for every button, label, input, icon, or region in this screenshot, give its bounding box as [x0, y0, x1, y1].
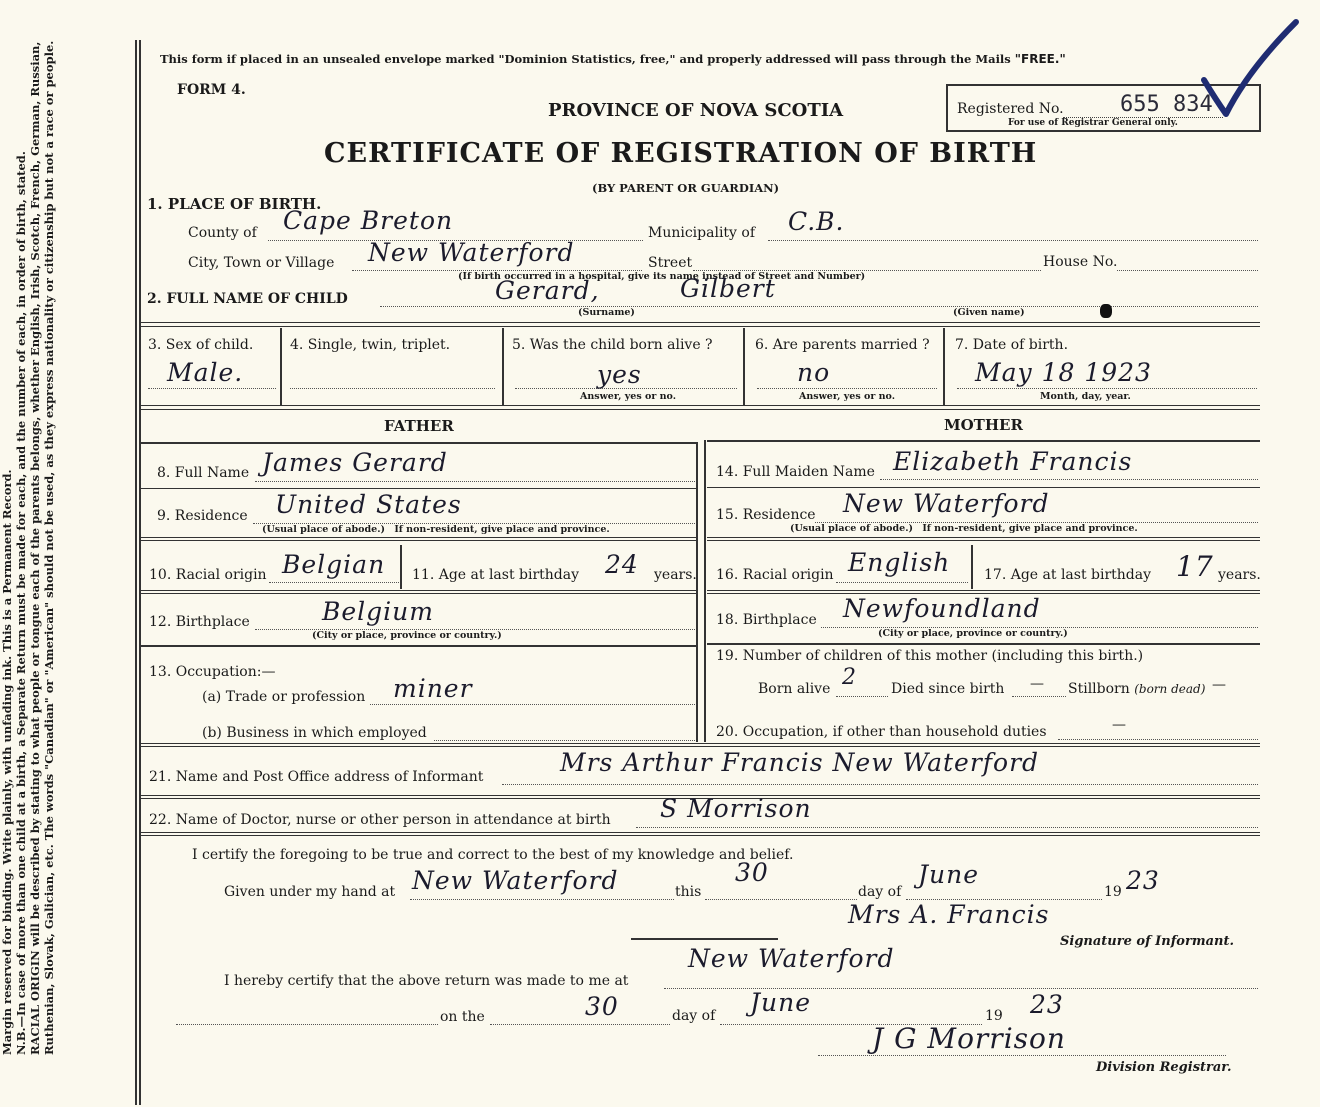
child-name-line [380, 306, 1258, 307]
stillborn-note: (born dead) [1134, 682, 1206, 696]
hospital-note: (If birth occurred in a hospital, give its name instead of Street and Number) [458, 271, 866, 282]
municipality-label: Municipality of [648, 225, 756, 241]
father-birthplace-label: 12. Birthplace [149, 614, 250, 630]
parents-married-value: no [797, 358, 831, 387]
father-birthplace-value: Belgium [322, 597, 434, 626]
divider-6-7 [943, 328, 945, 405]
single-twin-label: 4. Single, twin, triplet. [290, 337, 451, 353]
mother-abode-caption-text: (Usual place of abode.) [790, 523, 914, 534]
postal-notice-text: This form if placed in an unsealed envelope marked "Dominion Statistics, free," and properly addressed will pass through the Mails [160, 52, 1011, 66]
born-alive-count-label: Born alive [758, 681, 831, 697]
form-number: FORM 4. [177, 82, 246, 98]
reg-day-of-label: day of [672, 1008, 716, 1024]
mother-occupation-line [1058, 739, 1258, 740]
given-place-value: New Waterford [412, 866, 619, 895]
mother-age-label: 17. Age at last birthday [984, 567, 1152, 583]
rule-father-9 [141, 537, 697, 541]
father-abode-caption-text: (Usual place of abode.) [262, 524, 386, 535]
father-business-line [434, 740, 695, 741]
mother-abode-caption [790, 523, 1138, 534]
rule-section-22 [141, 832, 1260, 836]
father-residence-label: 9. Residence [157, 508, 248, 524]
house-line [1117, 270, 1258, 271]
divider-3-4 [280, 328, 282, 405]
mother-name-value: Elizabeth Francis [893, 447, 1133, 476]
signature-caption: Signature of Informant. [1060, 934, 1234, 949]
sex-label: 3. Sex of child. [148, 337, 254, 353]
child-surname-value: Gerard, [495, 276, 600, 305]
mother-abode-note-text: If non-resident, give place and province. [922, 523, 1138, 534]
born-alive-value: yes [597, 360, 642, 389]
divider-4-5 [502, 328, 504, 405]
died-since-birth-value: — [1030, 676, 1044, 692]
registrar-place-value: New Waterford [688, 944, 895, 973]
rule-mother-head [707, 440, 1260, 442]
parents-married-caption: Answer, yes or no. [799, 391, 896, 402]
province-heading: PROVINCE OF NOVA SCOTIA [548, 100, 844, 121]
stillborn-label [1068, 681, 1205, 697]
county-value: Cape Breton [283, 206, 454, 235]
mother-racial-line [836, 582, 968, 583]
given-place-line [410, 899, 674, 900]
father-name-value: James Gerard [262, 448, 448, 477]
rule-father-head [141, 442, 697, 444]
given-caption: (Given name) [953, 307, 1025, 318]
father-racial-value: Belgian [282, 550, 386, 579]
street-label: Street [648, 255, 693, 271]
this-label: this [675, 884, 702, 900]
died-since-birth-line [1012, 696, 1066, 697]
month-value: June [918, 860, 980, 889]
registered-number: 655 834 [1120, 92, 1213, 117]
check-mark-icon [1198, 18, 1308, 120]
mother-birthplace-caption: (City or place, province or country.) [878, 628, 1068, 639]
signature-separator [631, 938, 778, 940]
mother-occupation-value: — [1112, 717, 1126, 733]
rule-father-10 [141, 590, 697, 594]
county-label: County of [188, 225, 257, 241]
parents-married-label: 6. Are parents married ? [755, 337, 930, 353]
child-given-value: Gilbert [680, 274, 776, 303]
divider-5-6 [743, 328, 745, 405]
mother-children-label: 19. Number of children of this mother (including this birth.) [716, 648, 1144, 664]
mother-age-value: 17 [1176, 550, 1214, 583]
father-racial-line [269, 582, 399, 583]
city-label: City, Town or Village [188, 255, 335, 271]
father-trade-line [370, 704, 695, 705]
father-birthplace-caption: (City or place, province or country.) [312, 630, 502, 641]
certificate-title: CERTIFICATE OF REGISTRATION OF BIRTH [324, 138, 1038, 169]
father-business-label: (b) Business in which employed [202, 725, 427, 741]
margin-note-2: N.B.—In case of more than one child at a birth, a Separate Return must be made for each, and the number of each, in order of birth, stated. [14, 151, 28, 1055]
mother-residence-value: New Waterford [843, 489, 1050, 518]
informant-signature: Mrs A. Francis [848, 900, 1050, 929]
parents-married-line [757, 388, 937, 389]
on-the-line-left [176, 1024, 438, 1025]
mother-racial-value: English [848, 548, 951, 577]
day-value: 30 [735, 858, 769, 887]
father-name-line [255, 481, 695, 482]
date-of-birth-line [957, 388, 1257, 389]
reg-year-prefix: 19 [985, 1008, 1003, 1024]
reg-year-value: 23 [1030, 990, 1064, 1019]
mother-racial-label: 16. Racial origin [716, 567, 834, 583]
rule-father-12 [141, 645, 697, 647]
sex-value: Male. [167, 358, 244, 387]
house-label: House No. [1043, 254, 1118, 270]
mother-name-line [880, 479, 1258, 480]
stillborn-value: — [1212, 677, 1226, 693]
ink-blot [1100, 304, 1112, 318]
margin-border-outer [135, 40, 137, 1105]
date-of-birth-value: May 18 1923 [975, 358, 1152, 387]
registrar-general-note: For use of Registrar General only. [1008, 118, 1178, 128]
date-of-birth-caption: Month, day, year. [1040, 391, 1131, 402]
born-alive-count-line [836, 696, 888, 697]
mother-heading: MOTHER [944, 416, 1023, 434]
doctor-label: 22. Name of Doctor, nurse or other person in attendance at birth [149, 812, 611, 828]
mother-birthplace-label: 18. Birthplace [716, 612, 817, 628]
reg-month-value: June [750, 988, 812, 1017]
postal-free: "FREE." [1014, 52, 1066, 66]
father-occupation-label: 13. Occupation:— [149, 664, 276, 680]
father-racial-label: 10. Racial origin [149, 567, 267, 583]
born-alive-label: 5. Was the child born alive ? [512, 337, 713, 353]
certify-statement: I certify the foregoing to be true and correct to the best of my knowledge and belief. [192, 847, 794, 863]
registrar-signature-line [818, 1055, 1226, 1056]
reg-day-line [490, 1024, 670, 1025]
margin-border-inner [139, 40, 141, 1105]
given-hand-label: Given under my hand at [224, 884, 396, 900]
mother-residence-label: 15. Residence [716, 507, 816, 523]
father-name-label: 8. Full Name [157, 465, 250, 481]
died-since-birth-label: Died since birth [891, 681, 1005, 697]
mother-birthplace-value: Newfoundland [843, 594, 1041, 623]
margin-notes [0, 40, 56, 1100]
registered-label: Registered No. [957, 101, 1064, 117]
rule-row3-top [141, 322, 1260, 327]
day-line [705, 899, 857, 900]
rule-mother-18 [707, 643, 1260, 645]
father-age-value: 24 [605, 550, 639, 579]
registrar-signature: J G Morrison [872, 1022, 1066, 1055]
born-alive-caption: Answer, yes or no. [580, 391, 677, 402]
father-trade-value: miner [393, 674, 473, 703]
margin-note-3: RACIAL ORIGIN will be described by stating to what people or tongue each of the parents belongs, whether English, Irish, Scotch, French, German, Russian, [28, 41, 42, 1055]
postal-notice [160, 52, 1066, 66]
mother-racial-divider [971, 545, 973, 589]
stillborn-label-text: Stillborn [1068, 681, 1130, 697]
informant-label: 21. Name and Post Office address of Informant [149, 769, 484, 785]
father-trade-label: (a) Trade or profession [202, 689, 366, 705]
certificate-subtitle: (BY PARENT OR GUARDIAN) [592, 181, 780, 195]
doctor-value: S Morrison [660, 794, 812, 823]
father-racial-divider [400, 545, 402, 589]
doctor-line [636, 827, 1258, 828]
surname-caption: (Surname) [578, 307, 635, 318]
on-the-label: on the [440, 1009, 485, 1025]
place-of-birth-heading: 1. PLACE OF BIRTH. [147, 195, 322, 213]
rule-mother-15 [707, 537, 1260, 541]
mother-name-label: 14. Full Maiden Name [716, 464, 875, 480]
single-twin-line [290, 388, 495, 389]
city-value: New Waterford [368, 238, 575, 267]
date-of-birth-label: 7. Date of birth. [955, 337, 1069, 353]
informant-value: Mrs Arthur Francis New Waterford [560, 748, 1040, 777]
rule-father-8 [141, 488, 697, 489]
reg-day-value: 30 [585, 992, 619, 1021]
municipality-value: C.B. [788, 207, 845, 236]
father-age-label: 11. Age at last birthday [412, 567, 580, 583]
father-abode-note-text: If non-resident, give place and province. [394, 524, 610, 535]
rule-row3-bottom [141, 405, 1260, 410]
municipality-line [768, 240, 1258, 241]
born-alive-count-value: 2 [842, 665, 857, 690]
registrar-caption: Division Registrar. [1096, 1060, 1232, 1075]
registrar-statement: I hereby certify that the above return was made to me at [224, 973, 629, 989]
day-of-label: day of [858, 884, 902, 900]
margin-note-1: Margin reserved for binding. Write plainly, with unfading ink. This is a Permanent Record. [0, 469, 14, 1055]
column-divider-right [704, 440, 706, 742]
father-heading: FATHER [384, 417, 454, 435]
sex-line [148, 388, 276, 389]
mother-occupation-label: 20. Occupation, if other than household duties [716, 724, 1047, 740]
year-prefix: 19 [1104, 884, 1122, 900]
father-abode-caption [262, 524, 610, 535]
margin-note-4: Ruthenian, Slovak, Galician, etc. The words "Canadian" or "American" should not be used, as they express nationality or citizenship but not a race or people. [42, 40, 56, 1055]
father-age-unit: years. [654, 567, 697, 583]
father-residence-value: United States [275, 490, 462, 519]
rule-section-20 [141, 743, 1260, 747]
rule-mother-14 [707, 487, 1260, 488]
year-value: 23 [1126, 866, 1160, 895]
informant-line [502, 784, 1258, 785]
mother-age-unit: years. [1218, 567, 1261, 583]
child-name-label: 2. FULL NAME OF CHILD [147, 291, 348, 307]
